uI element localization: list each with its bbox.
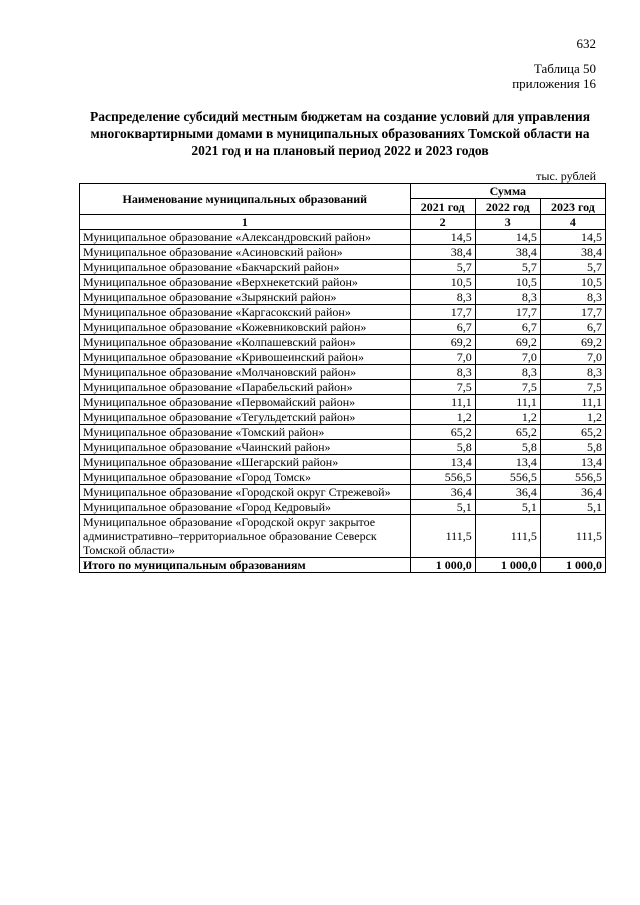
value-2021: 8,3: [410, 365, 475, 380]
table-row: [80, 485, 606, 500]
column-header-year-2021: 2021 год: [410, 199, 475, 215]
value-2021: 36,4: [410, 485, 475, 500]
column-header-sum: Сумма: [410, 184, 605, 199]
value-2021: 65,2: [410, 425, 475, 440]
value-2022: 5,7: [475, 260, 540, 275]
column-header-year-2023: 2023 год: [540, 199, 605, 215]
value-2021: 6,7: [410, 320, 475, 335]
value-2023: 1,2: [540, 410, 605, 425]
municipality-name: Муниципальное образование «Чаинский район»: [80, 440, 411, 455]
value-2023: 17,7: [540, 305, 605, 320]
municipality-name: Муниципальное образование «Кривошеинский район»: [80, 350, 411, 365]
subsidies-table: [79, 183, 606, 573]
value-2021: 556,5: [410, 470, 475, 485]
value-2023: 65,2: [540, 425, 605, 440]
table-row: [80, 425, 606, 440]
total-row: [80, 558, 606, 573]
value-2023: 7,0: [540, 350, 605, 365]
value-2022: 14,5: [475, 230, 540, 245]
value-2023: 14,5: [540, 230, 605, 245]
municipality-name: Муниципальное образование «Шегарский район»: [80, 455, 411, 470]
value-2022: 6,7: [475, 320, 540, 335]
value-2023: 8,3: [540, 290, 605, 305]
table-row: [80, 395, 606, 410]
municipality-name: Муниципальное образование «Кожевниковский район»: [80, 320, 411, 335]
municipality-name: Муниципальное образование «Город Томск»: [80, 470, 411, 485]
value-2023: 6,7: [540, 320, 605, 335]
column-header-name: Наименование муниципальных образований: [80, 184, 411, 215]
table-number: Таблица 50: [533, 61, 596, 76]
table-row: [80, 275, 606, 290]
value-2023: 5,1: [540, 500, 605, 515]
table-row: [80, 245, 606, 260]
municipality-name: Муниципальное образование «Бакчарский район»: [80, 260, 411, 275]
page-number: 632: [576, 36, 596, 51]
value-2021: 17,7: [410, 305, 475, 320]
value-2021: 111,5: [410, 515, 475, 558]
table-row: [80, 305, 606, 320]
value-2023: 69,2: [540, 335, 605, 350]
municipality-name: Муниципальное образование «Каргасокский район»: [80, 305, 411, 320]
value-2023: 5,8: [540, 440, 605, 455]
value-2022: 8,3: [475, 290, 540, 305]
table-row: [80, 230, 606, 245]
value-2022: 5,8: [475, 440, 540, 455]
value-2023: 5,7: [540, 260, 605, 275]
value-2022: 556,5: [475, 470, 540, 485]
value-2023: 8,3: [540, 365, 605, 380]
table-row: [80, 500, 606, 515]
column-number: 1: [80, 215, 411, 230]
municipality-name: Муниципальное образование «Асиновский район»: [80, 245, 411, 260]
table-row: [80, 260, 606, 275]
value-2022: 38,4: [475, 245, 540, 260]
total-2021: 1 000,0: [410, 558, 475, 573]
table-row: [80, 290, 606, 305]
value-2022: 1,2: [475, 410, 540, 425]
value-2021: 5,1: [410, 500, 475, 515]
value-2022: 7,5: [475, 380, 540, 395]
column-number: 3: [475, 215, 540, 230]
value-2022: 11,1: [475, 395, 540, 410]
total-2022: 1 000,0: [475, 558, 540, 573]
municipality-name: Муниципальное образование «Тегульдетский район»: [80, 410, 411, 425]
value-2021: 1,2: [410, 410, 475, 425]
value-2021: 8,3: [410, 290, 475, 305]
municipality-name: Муниципальное образование «Городской округ Стрежевой»: [80, 485, 411, 500]
value-2022: 8,3: [475, 365, 540, 380]
value-2021: 5,8: [410, 440, 475, 455]
municipality-name: Муниципальное образование «Первомайский район»: [80, 395, 411, 410]
value-2022: 17,7: [475, 305, 540, 320]
value-2022: 69,2: [475, 335, 540, 350]
municipality-name: Муниципальное образование «Колпашевский район»: [80, 335, 411, 350]
value-2021: 69,2: [410, 335, 475, 350]
total-label: Итого по муниципальным образованиям: [80, 558, 411, 573]
value-2022: 36,4: [475, 485, 540, 500]
value-2023: 10,5: [540, 275, 605, 290]
table-row: [80, 380, 606, 395]
table-row: [80, 410, 606, 425]
value-2021: 13,4: [410, 455, 475, 470]
value-2021: 11,1: [410, 395, 475, 410]
value-2023: 36,4: [540, 485, 605, 500]
table-row: [80, 335, 606, 350]
value-2023: 7,5: [540, 380, 605, 395]
value-2023: 13,4: [540, 455, 605, 470]
value-2021: 10,5: [410, 275, 475, 290]
value-2022: 5,1: [475, 500, 540, 515]
units-label: тыс. рублей: [536, 169, 596, 183]
value-2021: 7,5: [410, 380, 475, 395]
municipality-name: Муниципальное образование «Верхнекетский район»: [80, 275, 411, 290]
value-2021: 7,0: [410, 350, 475, 365]
column-header-year-2022: 2022 год: [475, 199, 540, 215]
value-2021: 5,7: [410, 260, 475, 275]
table-row: [80, 455, 606, 470]
value-2022: 7,0: [475, 350, 540, 365]
municipality-name: Муниципальное образование «Александровский район»: [80, 230, 411, 245]
table-row: [80, 440, 606, 455]
total-2023: 1 000,0: [540, 558, 605, 573]
municipality-name: Муниципальное образование «Томский район»: [80, 425, 411, 440]
municipality-name: Муниципальное образование «Парабельский район»: [80, 380, 411, 395]
value-2021: 38,4: [410, 245, 475, 260]
municipality-name: Муниципальное образование «Молчановский район»: [80, 365, 411, 380]
document-title: Распределение субсидий местным бюджетам на создание условий для управления многоквартирными домами в муниципальных образованиях Томской области на 2021 год и на плановый период 2022 и 2023 годов: [89, 109, 591, 158]
column-number: 4: [540, 215, 605, 230]
value-2022: 10,5: [475, 275, 540, 290]
table-row: [80, 470, 606, 485]
table-row: [80, 365, 606, 380]
column-number: 2: [410, 215, 475, 230]
municipality-name: Муниципальное образование «Городской округ закрытое административно–территориальное образование Северск Томской области»: [80, 515, 411, 558]
table-row: [80, 350, 606, 365]
table-row: [80, 515, 606, 558]
appendix-number: приложения 16: [512, 76, 596, 91]
value-2021: 14,5: [410, 230, 475, 245]
value-2023: 556,5: [540, 470, 605, 485]
table-reference: [512, 61, 596, 91]
value-2022: 65,2: [475, 425, 540, 440]
table-row: [80, 320, 606, 335]
value-2022: 13,4: [475, 455, 540, 470]
value-2023: 38,4: [540, 245, 605, 260]
table-body: [80, 230, 606, 558]
value-2023: 11,1: [540, 395, 605, 410]
municipality-name: Муниципальное образование «Город Кедровый»: [80, 500, 411, 515]
value-2022: 111,5: [475, 515, 540, 558]
municipality-name: Муниципальное образование «Зырянский район»: [80, 290, 411, 305]
value-2023: 111,5: [540, 515, 605, 558]
